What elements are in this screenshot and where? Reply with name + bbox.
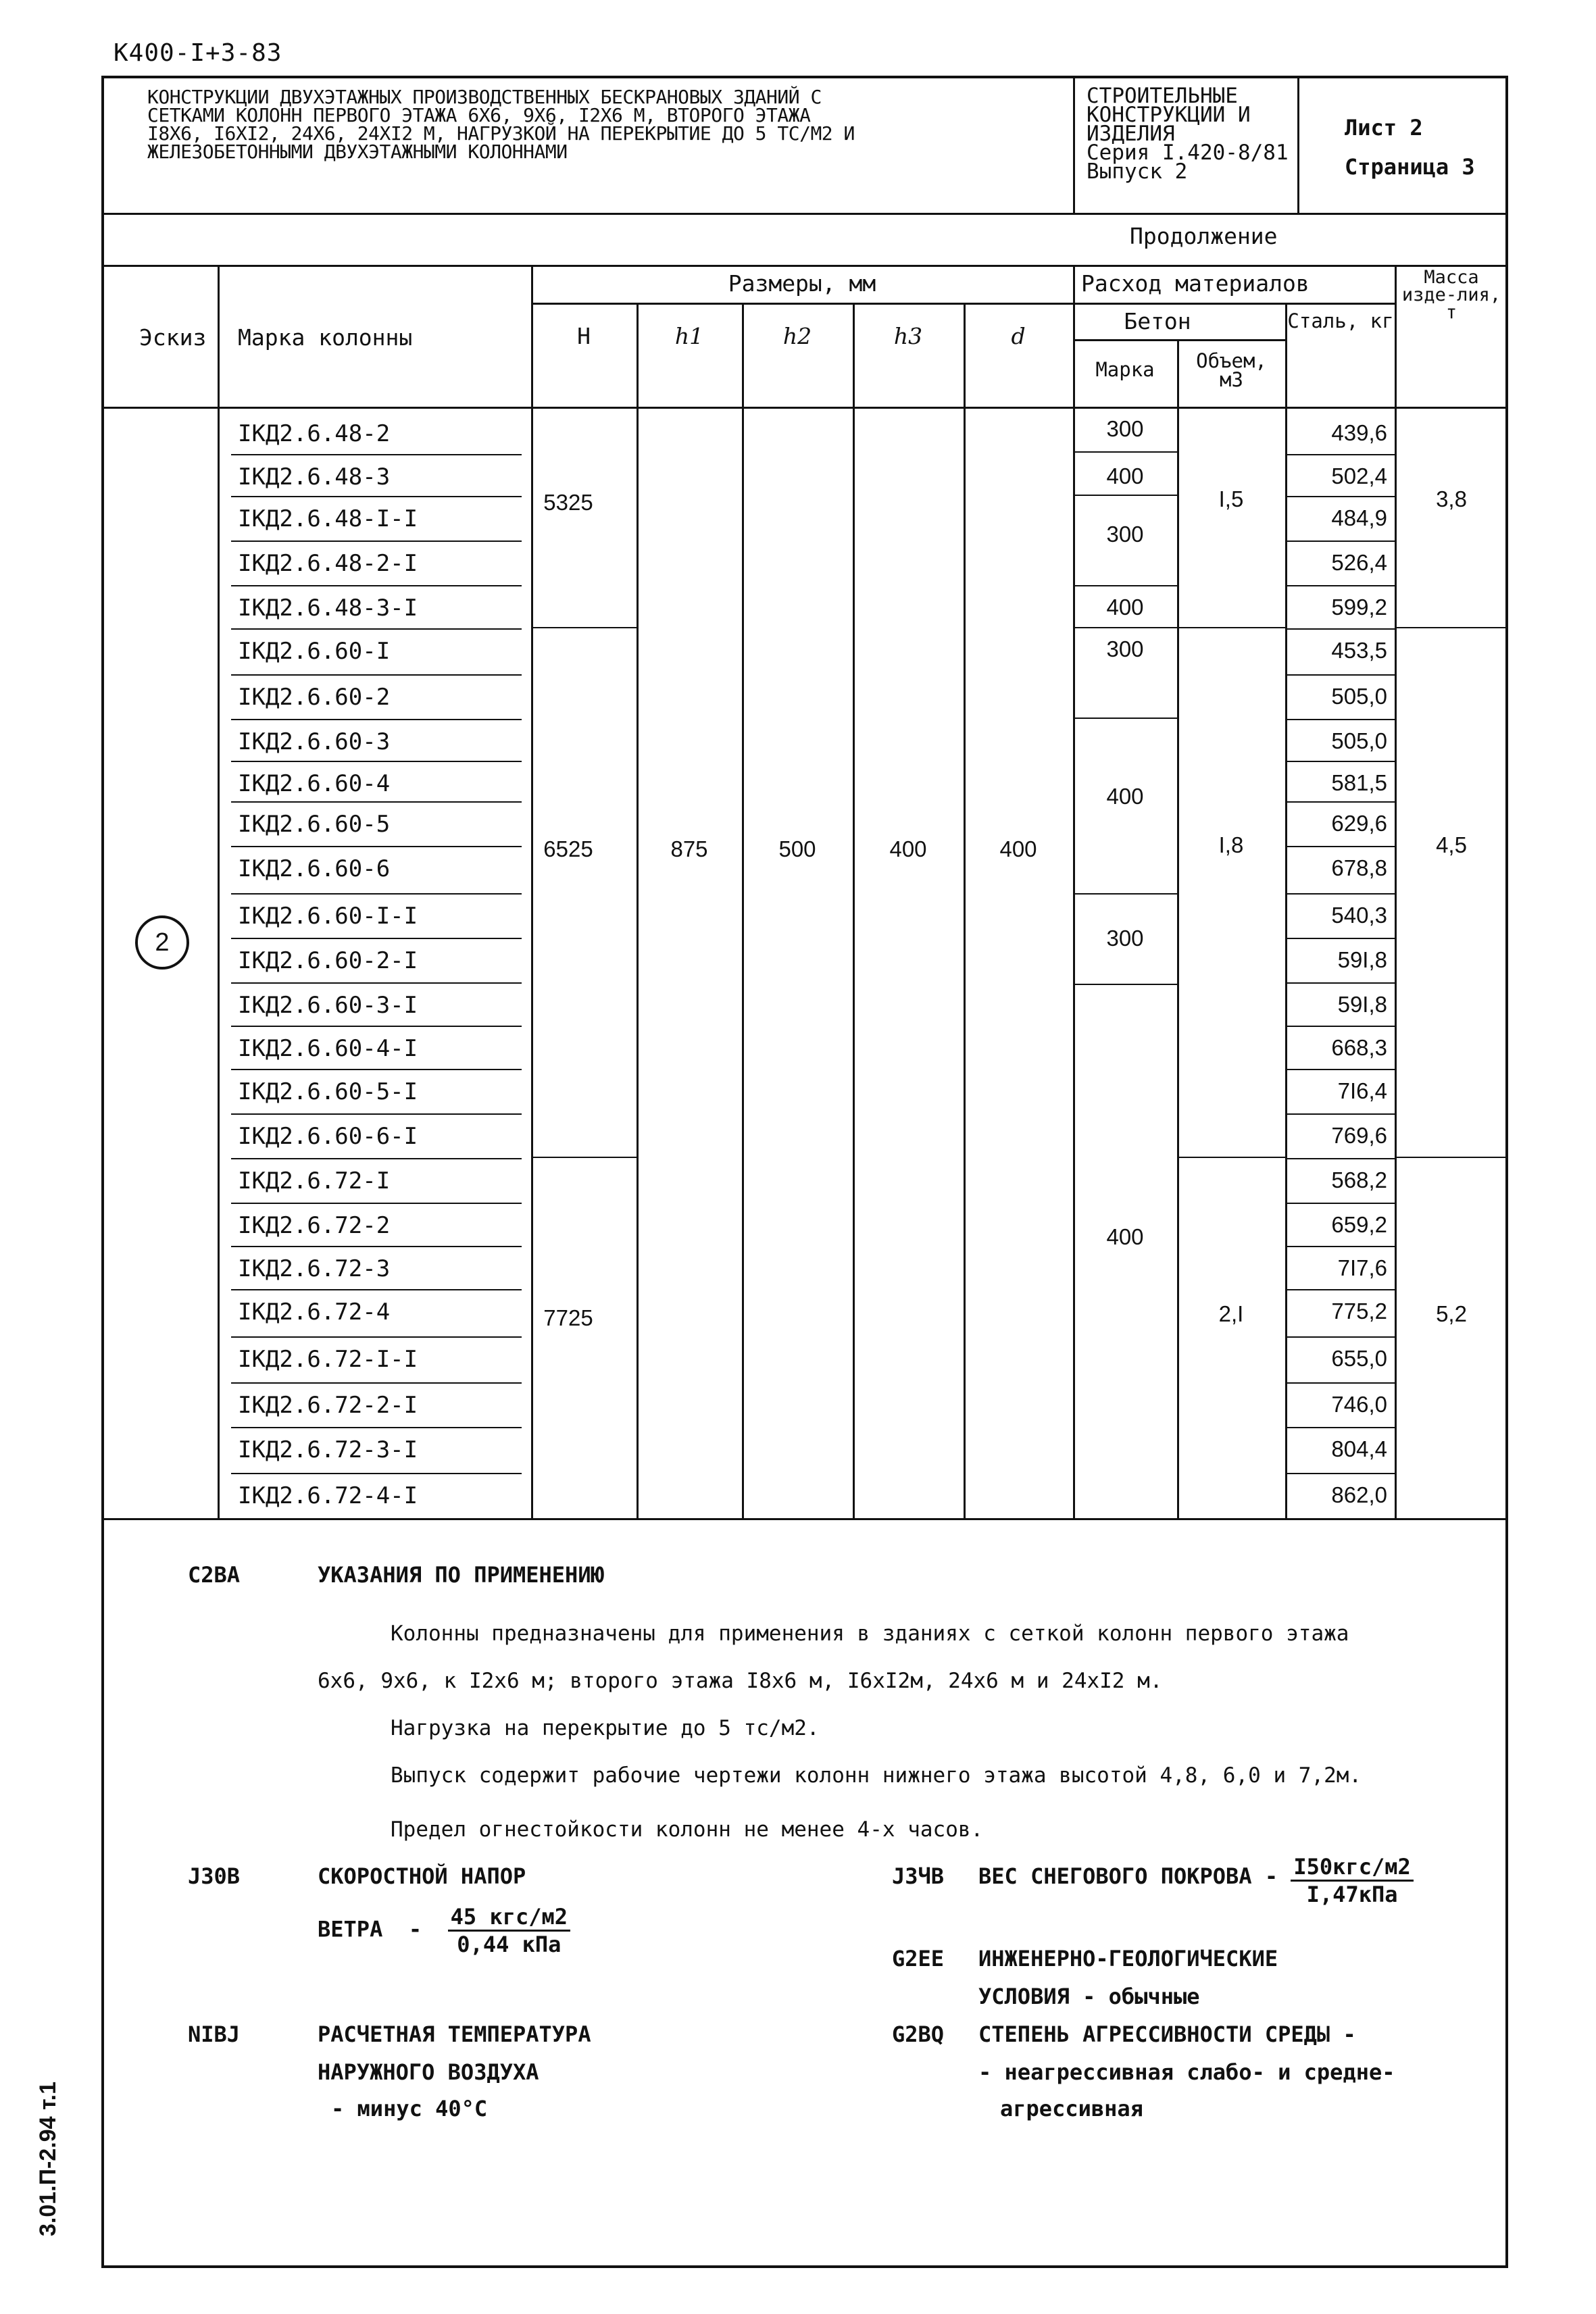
row-line [231, 1473, 522, 1474]
wind-label: ВЕТРА [318, 1916, 383, 1942]
row-line [1285, 1289, 1395, 1290]
steel-value: 505,0 [1331, 684, 1387, 709]
header-h1: h1 [674, 323, 704, 349]
param-label: НАРУЖНОГО ВОЗДУХА [318, 2059, 539, 2085]
row-line [1285, 1473, 1395, 1474]
row-line [231, 1158, 522, 1159]
steel-value: 668,3 [1331, 1035, 1387, 1060]
column-mark: IКД2.6.48-I-I [238, 505, 418, 532]
row-line [231, 1026, 522, 1027]
header-concrete: Бетон [1124, 308, 1191, 334]
snow-value-kpa: I,47кПа [1306, 1882, 1398, 1907]
header-h2: h2 [782, 323, 812, 349]
grade-cell: 300 [1106, 926, 1144, 951]
row-line [1285, 982, 1395, 984]
group-mass: 3,8 [1436, 486, 1467, 511]
row-line [1285, 1069, 1395, 1070]
header-line [531, 303, 1396, 305]
steel-value: 7I7,6 [1337, 1255, 1387, 1280]
group-separator [1396, 627, 1508, 628]
column-mark: IКД2.6.72-3 [238, 1255, 391, 1282]
row-line [1285, 496, 1395, 497]
steel-value: 439,6 [1331, 420, 1387, 445]
row-line [231, 496, 522, 497]
row-line [1285, 540, 1395, 542]
grade-cell: 300 [1106, 416, 1144, 441]
steel-value: 655,0 [1331, 1346, 1387, 1371]
column-mark: IКД2.6.48-2 [238, 420, 391, 447]
group-H: 5325 [543, 490, 593, 515]
steel-value: 505,0 [1331, 728, 1387, 753]
row-line [231, 540, 522, 542]
column-mark: IКД2.6.60-5 [238, 811, 391, 838]
notes-heading: УКАЗАНИЯ ПО ПРИМЕНЕНИЮ [318, 1562, 604, 1588]
column-mark: IКД2.6.60-3-I [238, 992, 418, 1019]
row-line [1285, 674, 1395, 676]
column-mark: IКД2.6.72-I-I [238, 1346, 418, 1373]
col-line [853, 303, 855, 1518]
group-separator [1177, 1157, 1285, 1158]
row-line [1285, 719, 1395, 720]
header-conc-volume: Объем, м3 [1196, 349, 1267, 391]
row-line [231, 1427, 522, 1428]
header-mark: Марка колонны [238, 324, 413, 351]
header-sketch: Эскиз [139, 324, 207, 351]
col-line [218, 265, 220, 1518]
group-mass: 4,5 [1436, 832, 1467, 857]
title-line: I8Х6, I6ХI2, 24Х6, 24ХI2 М, НАГРУЗКОЙ НА ПЕРЕКРЫТИЕ ДО 5 ТС/М2 И [147, 122, 855, 145]
param-code: G2EE [892, 1946, 945, 1971]
column-mark: IКД2.6.48-3-I [238, 595, 418, 622]
column-mark: IКД2.6.60-6 [238, 855, 391, 882]
column-mark: IКД2.6.72-2 [238, 1212, 391, 1239]
grade-cell: 300 [1106, 636, 1144, 661]
header-materials: Расход материалов [1081, 270, 1310, 297]
title-line: СЕТКАМИ КОЛОНН ПЕРВОГО ЭТАЖА 6Х6, 9Х6, I2Х6 М, ВТОРОГО ЭТАЖА [147, 104, 811, 126]
col-line [1177, 339, 1179, 1518]
steel-value: 746,0 [1331, 1392, 1387, 1417]
title-line: КОНСТРУКЦИИ ДВУХЭТАЖНЫХ ПРОИЗВОДСТВЕННЫХ БЕСКРАНОВЫХ ЗДАНИЙ С [147, 86, 822, 108]
group-volume: I,5 [1218, 486, 1244, 511]
grade-cell: 400 [1106, 463, 1144, 488]
group-separator [531, 1157, 637, 1158]
series-line: СТРОИТЕЛЬНЫЕ [1087, 84, 1238, 108]
table-top-line [101, 265, 1508, 267]
title-block [147, 88, 1066, 161]
row-line [231, 454, 522, 455]
row-line [231, 1069, 522, 1070]
param-label: - минус 40°С [331, 2096, 488, 2121]
param-label: СТЕПЕНЬ АГРЕССИВНОСТИ СРЕДЫ - [978, 2021, 1356, 2047]
sketch-number: 2 [135, 915, 189, 970]
d-value: 400 [999, 836, 1037, 861]
steel-value: 599,2 [1331, 595, 1387, 620]
document-code: К400-I+3-83 [114, 39, 282, 67]
row-line [231, 938, 522, 939]
row-line [1285, 1026, 1395, 1027]
series-line: Серия I.420-8/81 [1087, 141, 1289, 165]
h3-value: 400 [889, 836, 927, 861]
header-mass: Масса изде-лия, т [1401, 267, 1501, 323]
param-code: NIBJ [188, 2021, 241, 2047]
row-line [1285, 938, 1395, 939]
row-line [1285, 1336, 1395, 1338]
grade-separator [1073, 718, 1177, 719]
column-mark: IКД2.6.60-3 [238, 728, 391, 755]
column-mark: IКД2.6.60-4-I [238, 1035, 418, 1062]
steel-value: 629,6 [1331, 811, 1387, 836]
row-line [231, 801, 522, 803]
group-volume: 2,I [1218, 1301, 1244, 1326]
column-mark: IКД2.6.60-6-I [238, 1123, 418, 1150]
row-line [1285, 893, 1395, 895]
side-stamp: 3.01.П-2.94 т.1 [35, 2081, 61, 2236]
column-mark: IКД2.6.60-I-I [238, 903, 418, 930]
snow-label: ВЕС СНЕГОВОГО ПОКРОВА [978, 1863, 1252, 1889]
column-mark: IКД2.6.72-4 [238, 1299, 391, 1326]
page-number: Страница 3 [1345, 154, 1475, 180]
steel-value: 540,3 [1331, 903, 1387, 928]
row-line [1285, 1113, 1395, 1115]
group-separator [531, 627, 637, 628]
grade-separator [1073, 984, 1177, 985]
series-block [1087, 84, 1310, 184]
row-line [231, 628, 522, 630]
group-H: 6525 [543, 836, 593, 861]
header-conc-grade: Марка [1095, 358, 1155, 381]
column-mark: IКД2.6.60-5-I [238, 1078, 418, 1105]
title-line: ЖЕЛЕЗОБЕТОННЫМИ ДВУХЭТАЖНЫМИ КОЛОННАМИ [147, 141, 568, 163]
header-sizes: Размеры, мм [728, 270, 876, 297]
grade-cell: 400 [1106, 1224, 1144, 1249]
row-line [1285, 1203, 1395, 1204]
column-mark: IКД2.6.60-2-I [238, 947, 418, 974]
group-separator [1177, 627, 1285, 628]
snow-fraction [1291, 1854, 1413, 1907]
steel-value: 59I,8 [1337, 947, 1387, 972]
col-line [637, 303, 639, 1518]
param-code: J3ЧВ [892, 1863, 945, 1889]
grade-cell: 400 [1106, 784, 1144, 809]
sheet-number: Лист 2 [1345, 115, 1423, 141]
column-mark: IКД2.6.48-2-I [238, 550, 418, 577]
wind-value-kgs: 45 кгс/м2 [448, 1904, 570, 1932]
grade-separator [1073, 451, 1177, 453]
row-line [1285, 1246, 1395, 1247]
row-line [231, 674, 522, 676]
header-steel: Сталь, кг [1287, 309, 1394, 332]
row-line [1285, 761, 1395, 762]
steel-value: 502,4 [1331, 463, 1387, 488]
steel-value: 453,5 [1331, 638, 1387, 663]
column-mark: IКД2.6.72-3-I [238, 1436, 418, 1463]
steel-value: 7I6,4 [1337, 1078, 1387, 1103]
series-line: КОНСТРУКЦИИ И [1087, 103, 1251, 127]
series-line: Выпуск 2 [1087, 159, 1188, 184]
param-label: СКОРОСТНОЙ НАПОР [318, 1863, 526, 1889]
column-mark: IКД2.6.60-2 [238, 684, 391, 711]
col-line [964, 303, 966, 1518]
param-label: ВЕТРА - $\frac{\text{45 кгс/м2}}{\text{0,44 кПа}}$ [318, 1904, 570, 1957]
row-line [231, 1336, 522, 1338]
title-bottom-line [101, 213, 1508, 215]
header-d: d [1011, 323, 1026, 349]
steel-value: 484,9 [1331, 505, 1387, 530]
row-line [1285, 1158, 1395, 1159]
note-paragraph: Колонны предназначены для применения в зданиях с сеткой колонн первого этажа [391, 1621, 1349, 1646]
row-line [231, 1289, 522, 1290]
row-line [1285, 454, 1395, 455]
note-paragraph: 6х6, 9х6, к I2х6 м; второго этажа I8х6 м, I6хI2м, 24х6 м и 24хI2 м. [318, 1669, 1163, 1693]
column-mark: IКД2.6.72-2-I [238, 1392, 418, 1419]
steel-value: 526,4 [1331, 550, 1387, 575]
grade-separator [1073, 893, 1177, 895]
wind-value-kpa: 0,44 кПа [457, 1932, 562, 1957]
grade-separator [1073, 495, 1177, 496]
grade-cell: 400 [1106, 595, 1144, 620]
group-volume: I,8 [1218, 832, 1244, 857]
note-paragraph: Выпуск содержит рабочие чертежи колонн нижнего этажа высотой 4,8, 6,0 и 7,2м. [391, 1763, 1362, 1788]
row-line [231, 585, 522, 586]
param-code: J30B [188, 1863, 241, 1889]
row-line [231, 893, 522, 895]
param-label: УСЛОВИЯ - обычные [978, 1984, 1200, 2009]
note-paragraph: Нагрузка на перекрытие до 5 тс/м2. [391, 1716, 820, 1740]
column-mark: IКД2.6.60-I [238, 638, 391, 665]
row-line [1285, 585, 1395, 586]
snow-value-kgs: I50кгс/м2 [1291, 1854, 1413, 1882]
column-mark: IКД2.6.48-3 [238, 463, 391, 491]
column-mark: IКД2.6.60-4 [238, 770, 391, 797]
row-line [1285, 1382, 1395, 1384]
row-line [1285, 628, 1395, 630]
col-line [1395, 265, 1397, 1518]
h1-value: 875 [670, 836, 708, 861]
row-line [231, 1382, 522, 1384]
note-code: C2BA [188, 1562, 241, 1588]
header-h3: h3 [893, 323, 923, 349]
group-H: 7725 [543, 1305, 593, 1330]
row-line [1285, 1427, 1395, 1428]
header-bottom-line [101, 407, 1508, 409]
title-divider-1 [1073, 76, 1075, 214]
table-bottom-line [101, 1518, 1508, 1520]
param-label: - неагрессивная слабо- и средне- [978, 2059, 1395, 2085]
row-line [231, 846, 522, 847]
col-line [1073, 265, 1075, 1518]
h2-value: 500 [778, 836, 816, 861]
grade-cell: 300 [1106, 522, 1144, 547]
steel-value: 775,2 [1331, 1299, 1387, 1324]
steel-value: 568,2 [1331, 1167, 1387, 1192]
continuation-label: Продолжение [1130, 223, 1278, 249]
group-separator [1396, 1157, 1508, 1158]
row-line [231, 982, 522, 984]
param-label: ВЕС СНЕГОВОГО ПОКРОВА - $\frac{\text{I50кгс/м2}}{\text{I,47кПа}}$ [978, 1863, 1414, 1907]
steel-value: 581,5 [1331, 770, 1387, 795]
sheet-block [1345, 108, 1475, 186]
wind-fraction [448, 1904, 570, 1957]
row-line [231, 761, 522, 762]
param-label: агрессивная [1000, 2096, 1143, 2121]
grade-separator [1073, 627, 1177, 628]
param-label: ИНЖЕНЕРНО-ГЕОЛОГИЧЕСКИЕ [978, 1946, 1278, 1971]
row-line [231, 1203, 522, 1204]
header-H: Н [577, 323, 591, 349]
param-code: G2BQ [892, 2021, 945, 2047]
series-line: ИЗДЕЛИЯ [1087, 122, 1175, 146]
row-line [231, 1113, 522, 1115]
steel-value: 769,6 [1331, 1123, 1387, 1148]
row-line [1285, 801, 1395, 803]
steel-value: 862,0 [1331, 1482, 1387, 1507]
steel-value: 59I,8 [1337, 992, 1387, 1017]
column-mark: IКД2.6.72-4-I [238, 1482, 418, 1509]
header-line [1073, 339, 1285, 341]
steel-value: 678,8 [1331, 855, 1387, 880]
row-line [1285, 846, 1395, 847]
param-label: РАСЧЕТНАЯ ТЕМПЕРАТУРА [318, 2021, 591, 2047]
row-line [231, 719, 522, 720]
group-mass: 5,2 [1436, 1301, 1467, 1326]
col-line [742, 303, 744, 1518]
steel-value: 659,2 [1331, 1212, 1387, 1237]
column-mark: IКД2.6.72-I [238, 1167, 391, 1194]
grade-separator [1073, 585, 1177, 586]
note-paragraph: Предел огнестойкости колонн не менее 4-х часов. [391, 1817, 984, 1842]
steel-value: 804,4 [1331, 1436, 1387, 1461]
row-line [231, 1246, 522, 1247]
